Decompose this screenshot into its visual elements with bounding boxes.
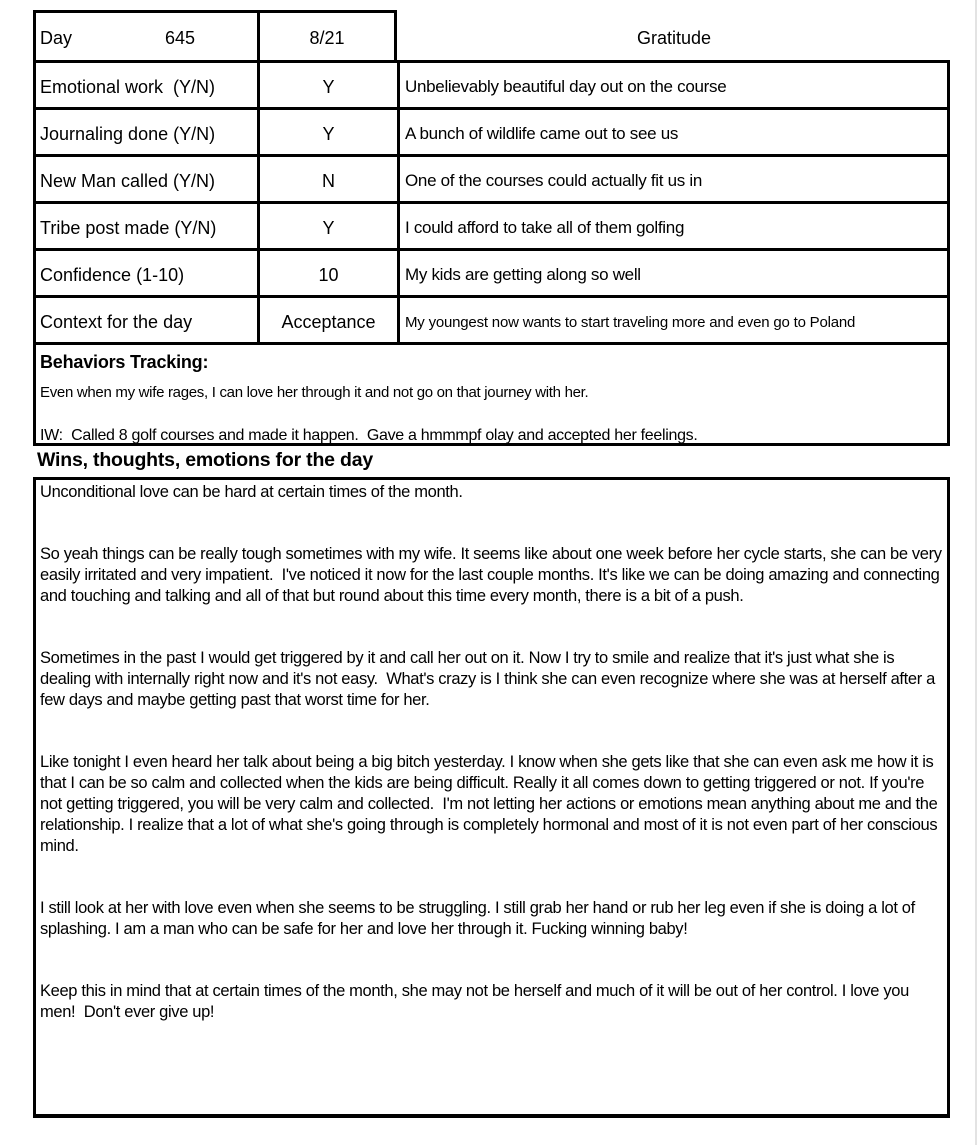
gratitude-entry: Unbelievably beautiful day out on the course bbox=[405, 77, 727, 96]
table-row-context bbox=[33, 295, 950, 345]
row-value: Y bbox=[322, 217, 335, 238]
table-row-journaling-done bbox=[33, 107, 950, 157]
row-value: 10 bbox=[318, 264, 339, 285]
row-value-cell bbox=[257, 295, 397, 345]
gratitude-entry: A bunch of wildlife came out to see us bbox=[405, 124, 679, 143]
table-row-new-man-called bbox=[33, 154, 950, 204]
row-gratitude-cell bbox=[397, 295, 950, 345]
journal-paragraph: Like tonight I even heard her talk about being a big bitch yesterday. I know when she gets like that she can even ask me how it is that I can be so calm and collected when the kids are being difficult. Really it all comes down to getting triggered or not. If you're not getting triggered, you will be very calm and collected. I'm not letting her actions or emotions mean anything about me and the relationship. I realize that a lot of what she's going through is completely hormonal and most of it is not even part of her conscious mind. bbox=[40, 753, 942, 855]
journal-paragraph: I still look at her with love even when she seems to be struggling. I still grab her hand or rub her leg even if she is doing a lot of splashing. I am a man who can be safe for her and love her through it. Fucking winning baby! bbox=[40, 898, 920, 938]
gratitude-entry: One of the courses could actually fit us in bbox=[405, 171, 703, 190]
behaviors-tracking-box bbox=[33, 342, 950, 446]
row-value: N bbox=[322, 170, 335, 191]
row-label-cell bbox=[33, 60, 257, 110]
journal-paragraph: Unconditional love can be hard at certain times of the month. bbox=[40, 483, 463, 501]
journal-paragraph: Keep this in mind that at certain times of the month, she may not be herself and much of it will be out of her control. I love you men! Don't ever give up! bbox=[40, 982, 914, 1021]
row-label-cell bbox=[33, 107, 257, 157]
date-value: 8/21 bbox=[309, 28, 345, 48]
table-row-tribe-post-made bbox=[33, 201, 950, 251]
gratitude-entry: My youngest now wants to start traveling more and even go to Poland bbox=[405, 313, 856, 331]
wins-section-heading: Wins, thoughts, emotions for the day bbox=[37, 449, 374, 471]
date-header-cell bbox=[257, 10, 397, 63]
day-label: Day bbox=[40, 28, 73, 48]
table-header-row bbox=[33, 10, 950, 63]
row-label: Tribe post made (Y/N) bbox=[40, 217, 217, 238]
row-gratitude-cell bbox=[397, 107, 950, 157]
row-label-cell bbox=[33, 201, 257, 251]
row-value: Acceptance bbox=[281, 311, 376, 332]
gratitude-header-cell bbox=[397, 10, 950, 63]
row-label: Confidence (1-10) bbox=[40, 264, 185, 285]
journal-paragraph: Sometimes in the past I would get triggered by it and call her out on it. Now I try to smile and realize that it's just what she is dealing with internally right now and it's not easy. What's crazy is I think she can even recognize where she was at herself after a few days and maybe getting past that worst time for her. bbox=[40, 649, 940, 709]
row-value: Y bbox=[322, 76, 335, 97]
day-number: 645 bbox=[164, 28, 195, 48]
row-label-cell bbox=[33, 295, 257, 345]
row-label-cell bbox=[33, 154, 257, 204]
row-gratitude-cell bbox=[397, 248, 950, 298]
behaviors-line: Even when my wife rages, I can love her through it and not go on that journey with her. bbox=[40, 384, 589, 401]
row-label: Emotional work (Y/N) bbox=[40, 76, 216, 97]
gratitude-entry: My kids are getting along so well bbox=[405, 265, 641, 284]
row-value-cell bbox=[257, 154, 397, 204]
row-label: Journaling done (Y/N) bbox=[40, 123, 216, 144]
journal-paragraph: So yeah things can be really tough sometimes with my wife. It seems like about one week before her cycle starts, she can be very easily irritated and very impatient. I've noticed it now for the last couple months. It's like we can be doing amazing and connecting and touching and talking and all of that but round about this time every month, there is a bit of a push. bbox=[40, 545, 946, 605]
row-value-cell bbox=[257, 248, 397, 298]
gratitude-column-title: Gratitude bbox=[636, 28, 712, 48]
tracking-table bbox=[33, 10, 950, 345]
table-row-confidence bbox=[33, 248, 950, 298]
row-gratitude-cell bbox=[397, 60, 950, 110]
row-value-cell bbox=[257, 60, 397, 110]
row-value-cell bbox=[257, 107, 397, 157]
row-value-cell bbox=[257, 201, 397, 251]
table-row-emotional-work bbox=[33, 60, 950, 110]
row-label-cell bbox=[33, 248, 257, 298]
row-gratitude-cell bbox=[397, 201, 950, 251]
journal-text-box bbox=[33, 477, 950, 1118]
behaviors-heading: Behaviors Tracking: bbox=[40, 352, 209, 372]
day-header-cell bbox=[33, 10, 257, 63]
row-gratitude-cell bbox=[397, 154, 950, 204]
row-value: Y bbox=[322, 123, 335, 144]
gratitude-entry: I could afford to take all of them golfing bbox=[405, 218, 685, 237]
behaviors-line-clipped: IW: Called 8 golf courses and made it happen. Gave a hmmmpf olay and accepted her feelings. bbox=[40, 427, 698, 444]
row-label: New Man called (Y/N) bbox=[40, 170, 216, 191]
row-label: Context for the day bbox=[40, 311, 193, 332]
